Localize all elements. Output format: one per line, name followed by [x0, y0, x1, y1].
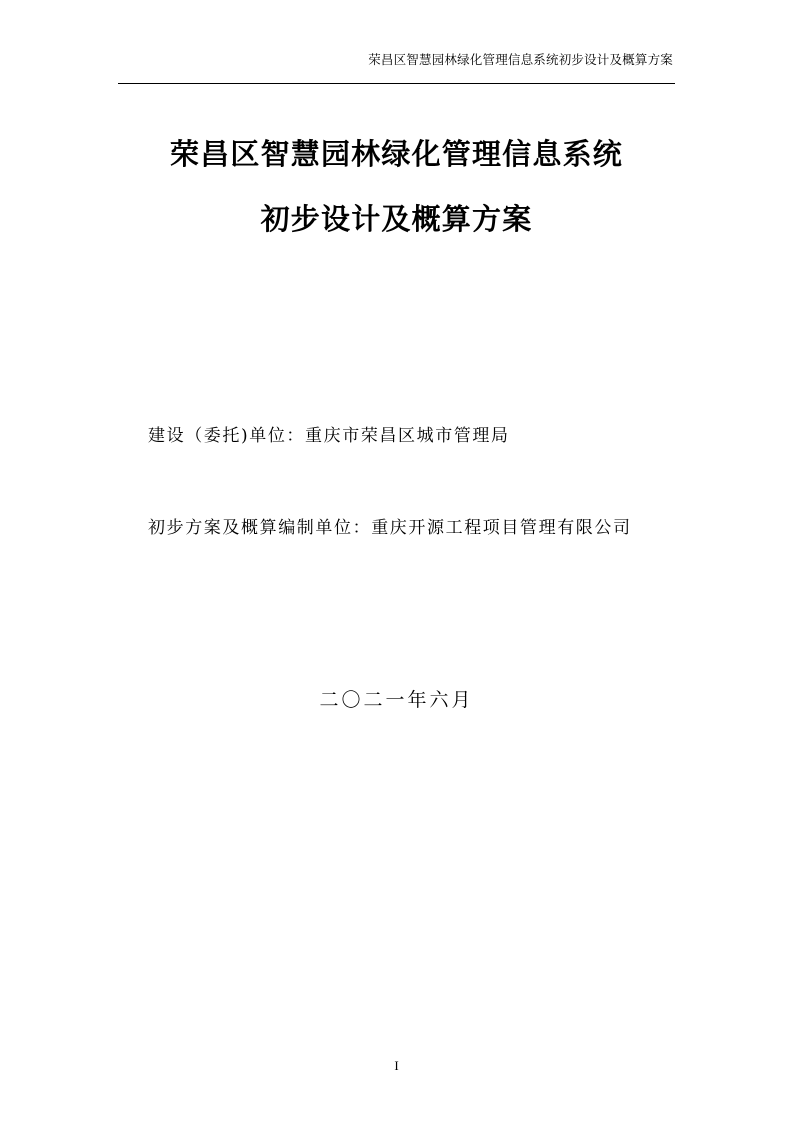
page-footer [0, 1058, 793, 1074]
page-number: I [394, 1058, 399, 1073]
running-header-title: 荣昌区智慧园林绿化管理信息系统初步设计及概算方案 [368, 52, 673, 67]
preparer-organization-line: 初步方案及概算编制单位：重庆开源工程项目管理有限公司 [148, 517, 632, 538]
page-header [118, 52, 675, 90]
page-title-line-2: 初步设计及概算方案 [260, 202, 533, 236]
document-date: 二〇二一年六月 [319, 689, 474, 711]
cover-date-block [118, 685, 675, 712]
cover-title-block [118, 137, 675, 236]
cover-info-block [118, 425, 675, 541]
client-organization-line: 建设（委托)单位：重庆市荣昌区城市管理局 [148, 426, 510, 446]
header-divider [118, 83, 675, 84]
page-title-line-1: 荣昌区智慧园林绿化管理信息系统 [169, 137, 623, 171]
